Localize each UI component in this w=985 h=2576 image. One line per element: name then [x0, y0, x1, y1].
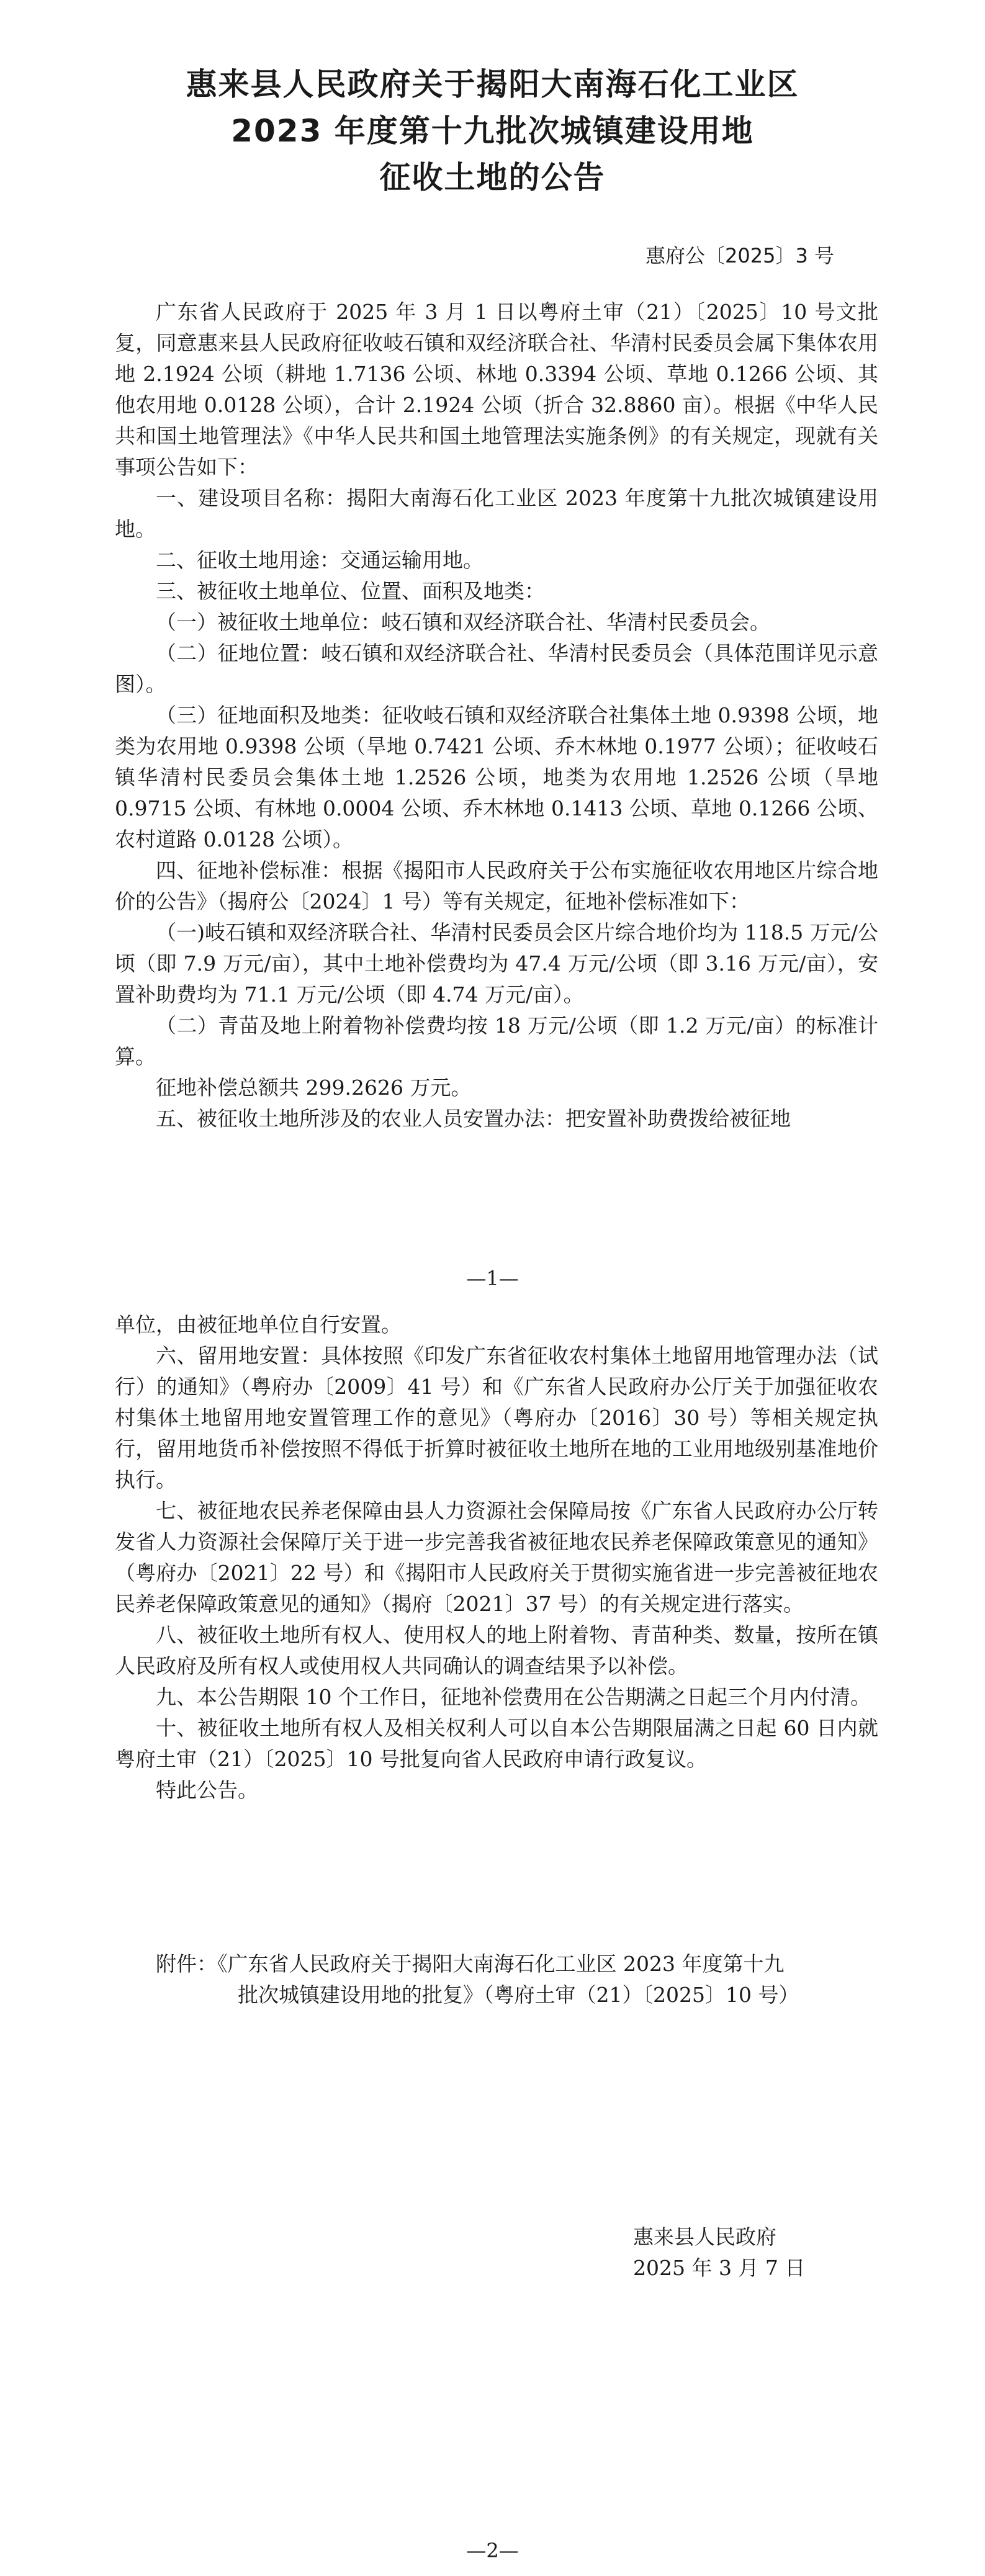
attachment-text-line-1: 《广东省人民政府关于揭阳大南海石化工业区 2023 年度第十九	[217, 1952, 785, 1976]
page1-body	[115, 297, 878, 1134]
document-page-2	[0, 1297, 985, 2576]
section-3-heading: 三、被征收土地单位、位置、面积及地类：	[156, 579, 545, 603]
section-10-review: 十、被征收土地所有权人及相关权利人可以自本公告期限届满之日起 60 日内就粤府土审（21）〔2025〕10 号批复向省人民政府申请行政复议。	[115, 1716, 878, 1771]
attachment-text-line-2: 批次城镇建设用地的批复》（粤府土审（21）〔2025〕10 号）	[238, 1983, 799, 2007]
attachment-label: 附件：	[156, 1952, 217, 1976]
closing-phrase: 特此公告。	[156, 1778, 258, 1802]
section-1-project-name: 一、建设项目名称：揭阳大南海石化工业区 2023 年度第十九批次城镇建设用地。	[115, 486, 878, 541]
attachment-line-1	[115, 1949, 878, 1980]
attachment-block	[115, 1949, 878, 2011]
signer-name: 惠来县人民政府	[633, 2225, 776, 2249]
section-4-compensation: 四、征地补偿标准：根据《揭阳市人民政府关于公布实施征收农用地区片综合地价的公告》（揭府公〔2024〕1 号）等有关规定，征地补偿标准如下：	[115, 858, 878, 913]
compensation-total: 征地补偿总额共 299.2626 万元。	[156, 1075, 472, 1100]
document-title-line-3: 征收土地的公告	[379, 159, 606, 195]
signature-date: 2025 年 3 月 7 日	[633, 2256, 806, 2280]
section-3-1-units: （一）被征收土地单位：岐石镇和双经济联合社、华清村民委员会。	[156, 610, 770, 634]
document-title-line-1: 惠来县人民政府关于揭阳大南海石化工业区	[186, 66, 799, 102]
page2-body	[115, 1309, 878, 1806]
section-3-2-location: （二）征地位置：岐石镇和双经济联合社、华清村民委员会（具体范围详见示意图）。	[115, 641, 878, 696]
section-7-pension: 七、被征地农民养老保障由县人力资源社会保障局按《广东省人民政府办公厅转发省人力资源社会保障厅关于进一步完善我省被征地农民养老保障政策意见的通知》（粤府办〔2021〕22 号）和《揭阳市人民政府关于贯彻实施省进一步完善被征地农民养老保障政策意见的通知》（揭府〔2021〕37 号）的有关规定进行落实。	[115, 1499, 878, 1616]
section-6-reserved-land: 六、留用地安置：具体按照《印发广东省征收农村集体土地留用地管理办法（试行）的通知》（粤府办〔2009〕41 号）和《广东省人民政府办公厅关于加强征收农村集体土地留用地安置管理工作的意见》（粤府办〔2016〕30 号）等相关规定执行，留用地货币补偿按照不得低于折算时被征收土地所在地的工业用地级别基准地价执行。	[115, 1344, 878, 1492]
section-2-land-use: 二、征收土地用途：交通运输用地。	[156, 548, 484, 572]
section-3-3-area: （三）征地面积及地类：征收岐石镇和双经济联合社集体土地 0.9398 公顷，地类为农用地 0.9398 公顷（旱地 0.7421 公顷、乔木林地 0.1977 公顷）；征收岐石镇华清村民委员会集体土地 1.2526 公顷，地类为农用地 1.2526 公顷（旱地 0.9715 公顷、有林地 0.0004 公顷、乔木林地 0.1413 公顷、草地 0.1266 公顷、农村道路 0.0128 公顷）。	[115, 703, 878, 851]
document-title-line-2: 2023 年度第十九批次城镇建设用地	[231, 113, 754, 149]
section-9-period: 九、本公告期限 10 个工作日，征地补偿费用在公告期满之日起三个月内付清。	[156, 1685, 871, 1709]
section-4-2-crops: （二）青苗及地上附着物补偿费均按 18 万元/公顷（即 1.2 万元/亩）的标准计算。	[115, 1013, 878, 1069]
section-5-continued: 单位，由被征地单位自行安置。	[115, 1313, 402, 1337]
document-number: 惠府公〔2025〕3 号	[645, 244, 834, 267]
signature-block	[633, 2222, 881, 2284]
section-8-attachments: 八、被征收土地所有权人、使用权人的地上附着物、青苗种类、数量，按所在镇人民政府及所有权人或使用权人共同确认的调查结果予以补偿。	[115, 1623, 878, 1678]
intro-paragraph: 广东省人民政府于 2025 年 3 月 1 日以粤府土审（21）〔2025〕10 号文批复，同意惠来县人民政府征收岐石镇和双经济联合社、华清村民委员会属下集体农用地 2.1924 公顷（耕地 1.7136 公顷、林地 0.3394 公顷、草地 0.1266 公顷、其他农用地 0.0128 公顷），合计 2.1924 公顷（折合 32.8860 亩）。根据《中华人民共和国土地管理法》《中华人民共和国土地管理法实施条例》的有关规定，现就有关事项公告如下：	[115, 300, 878, 479]
section-5-resettlement: 五、被征收土地所涉及的农业人员安置办法：把安置补助费拨给被征地	[156, 1106, 791, 1131]
page-number-2: —2—	[466, 2539, 519, 2562]
section-4-1-land-price: （一)岐石镇和双经济联合社、华清村民委员会区片综合地价均为 118.5 万元/公顷（即 7.9 万元/亩），其中土地补偿费均为 47.4 万元/公顷（即 3.16 万元/亩），安置补助费均为 71.1 万元/公顷（即 4.74 万元/亩）。	[115, 920, 878, 1007]
page-number-1: —1—	[466, 1267, 519, 1290]
